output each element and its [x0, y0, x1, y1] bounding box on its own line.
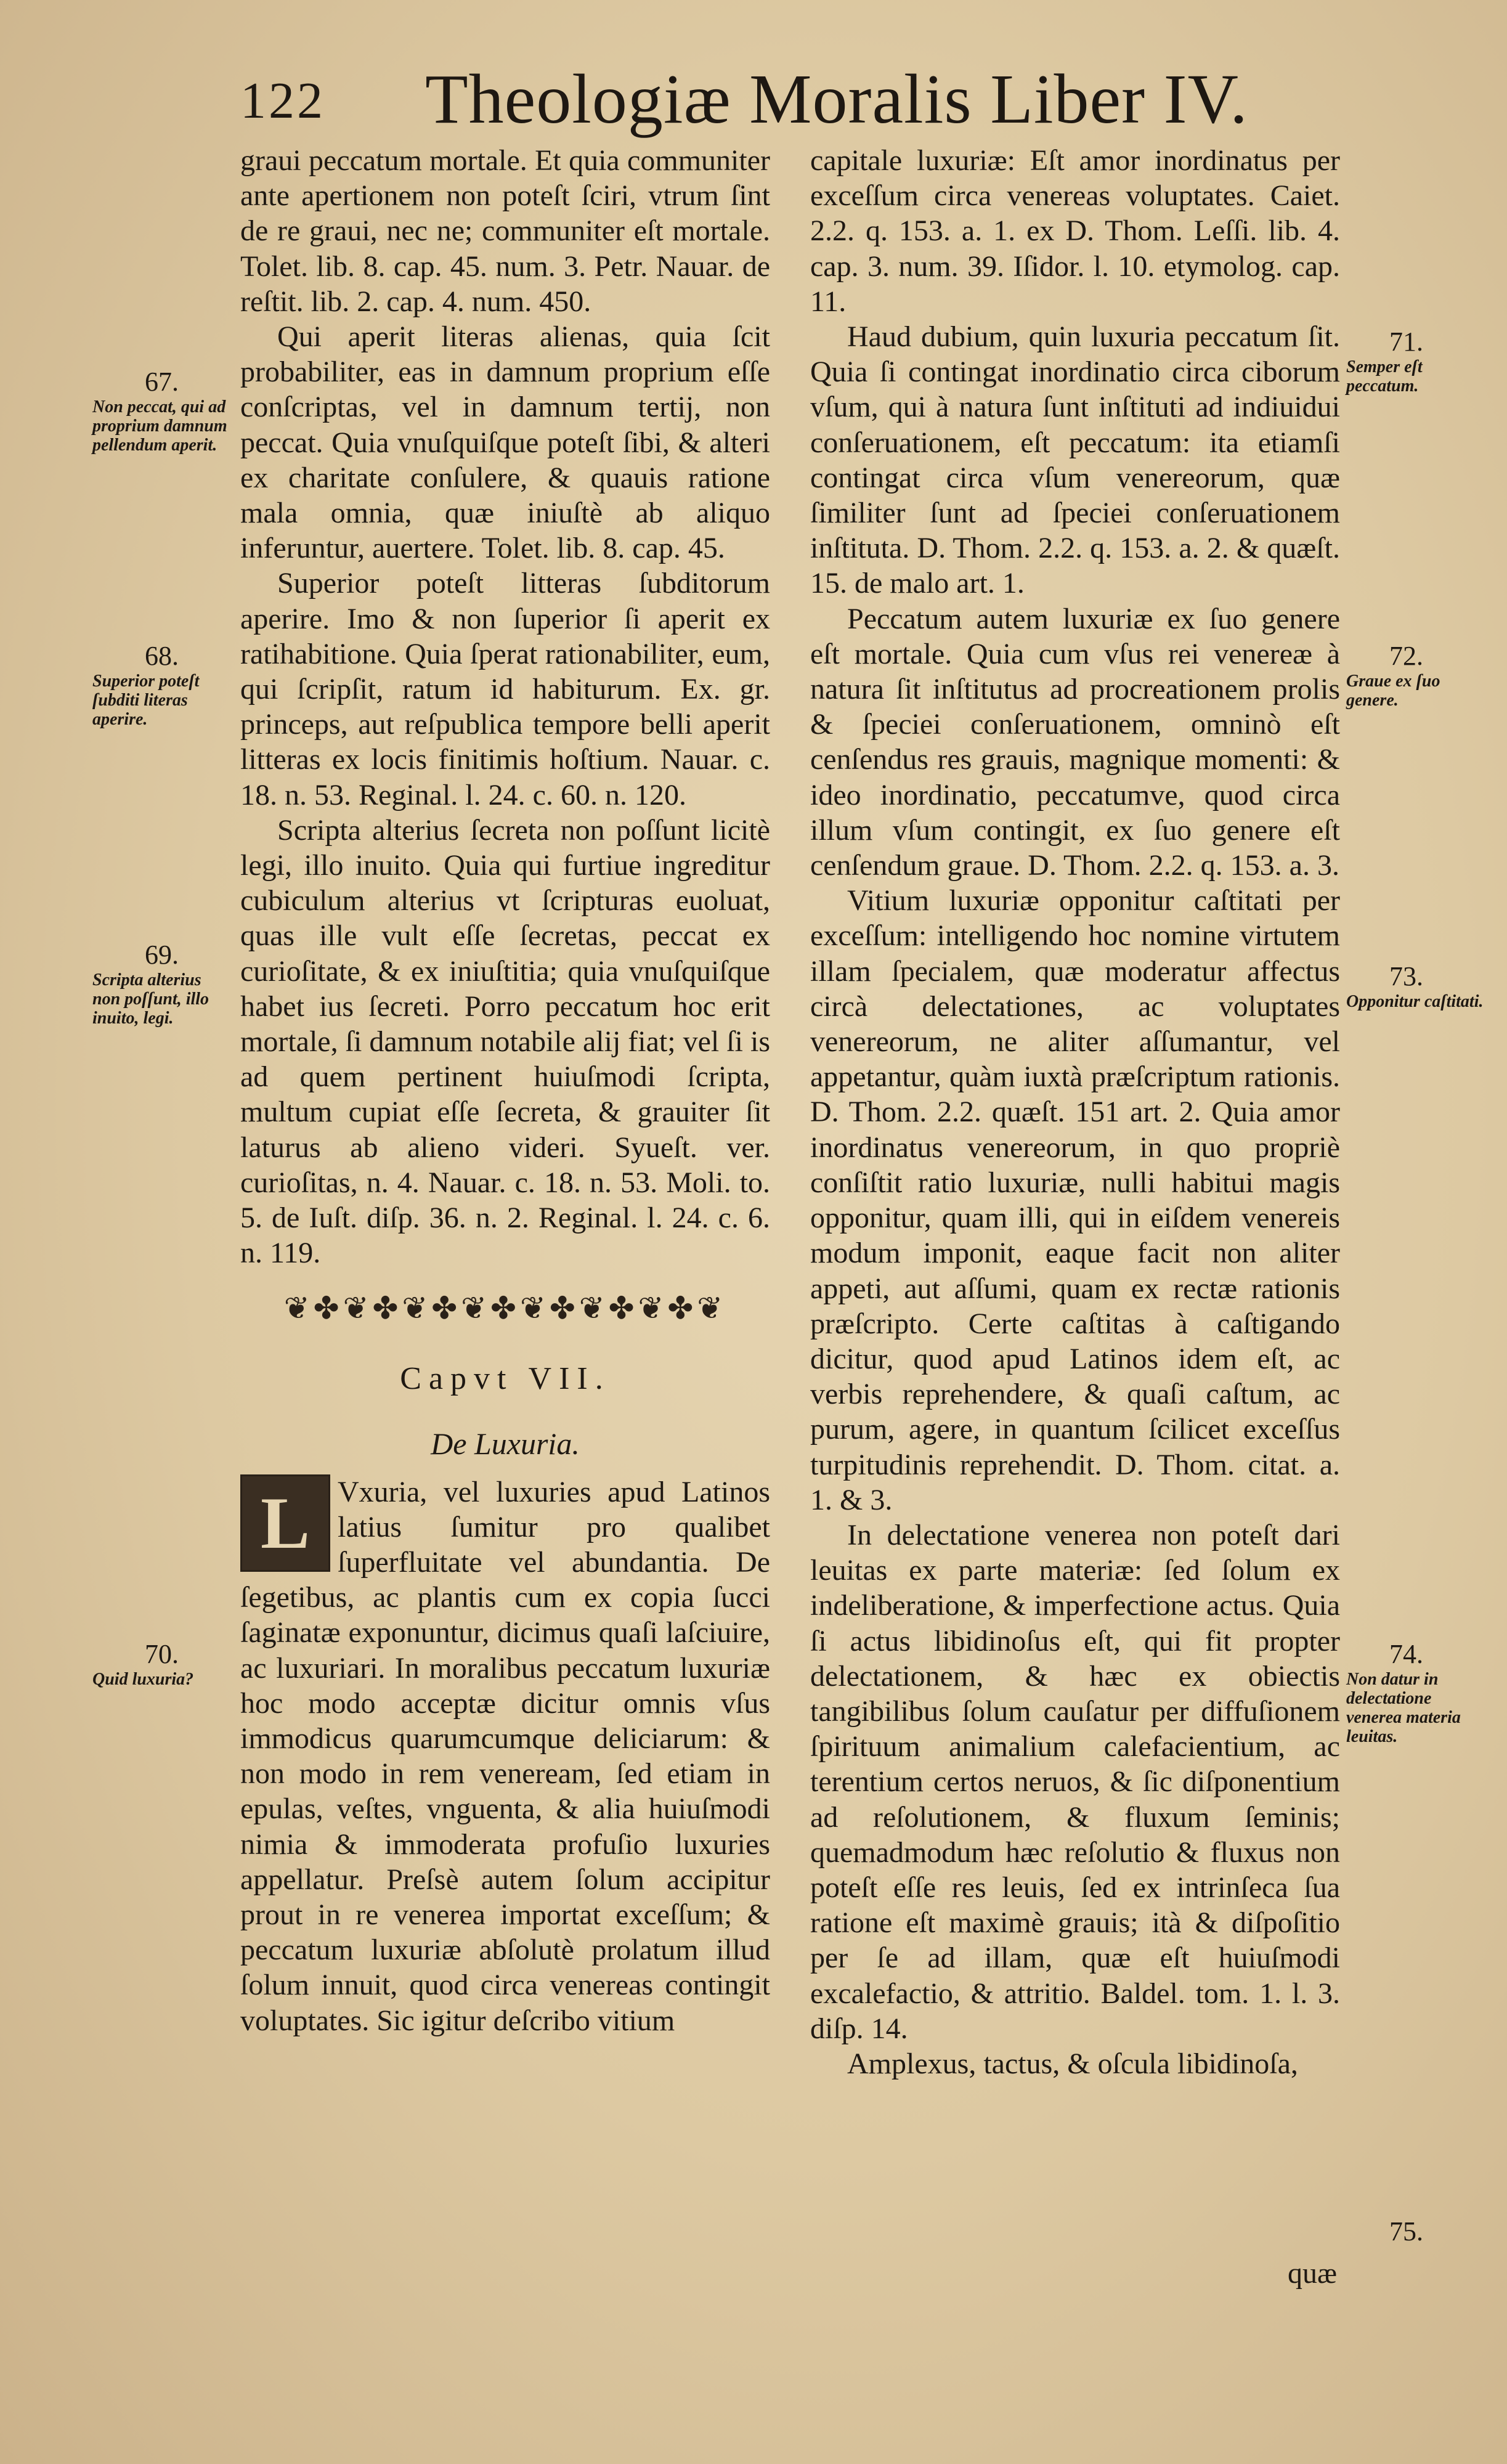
- note-text: Graue ex ſuo genere.: [1346, 672, 1440, 710]
- note-text: Quid luxuria?: [92, 1670, 194, 1689]
- paragraph: Vitium luxuriæ opponitur caſtitati per exceſſum: intelligendo hoc nomine virtutem illam ſpecialem, quæ moderatur affectus circà delectationes, ac voluptates venereorum, ne aliter aſſumantur, vel appetantur, quàm iuxtà præſcriptum rationis. D. Thom. 2.2. quæſt. 151 art. 2. Quia amor inordinatus venereorum, in quo propriè conſiſtit ratio luxuriæ, nulli habitui magis opponitur, quam illi, qui in eiſdem venereis modum imponit, eaque facit non aliter appeti, aut aſſumi, quam ex rectæ rationis præſcripto. Certe caſtitas à caſtigando dicitur, quod apud Latinos idem eſt, ac verbis reprehendere, & quaſi caſtum, ac purum, agere, in quantum ſcilicet exceſſus turpitudinis reprehendit. D. Thom. citat. a. 1. & 3.: [810, 884, 1340, 1516]
- paragraph: Peccatum autem luxuriæ ex ſuo genere eſt mortale. Quia cum vſus rei venereæ à natura ſit inſtitutus ad procreationem prolis & ſpeciei conſeruationem, omninò eſt cenſendus res grauis, magnique momenti: & ideo inordinatio, peccatumve, quod circa illum vſum contingit, ex ſuo genere eſt cenſendum graue. D. Thom. 2.2. q. 153. a. 3.: [810, 602, 1340, 882]
- margin-note-75: [1346, 2216, 1485, 2247]
- note-number: 71.: [1389, 327, 1423, 357]
- margin-note-69: [92, 940, 231, 1028]
- paragraph: Haud dubium, quin luxuria peccatum ſit. Quia ſi contingat inordinatio circa ciborum vſum, qui à natura ſunt inſtituti ad indiuidui conſeruationem, eſt peccatum: ita etiamſi contingat circa vſum venereorum, quæ ſimiliter ſunt ad ſpeciei conſeruationem inſtituta. D. Thom. 2.2. q. 153. a. 2. & quæſt. 15. de malo art. 1.: [810, 320, 1340, 600]
- paragraph: capitale luxuriæ: Eſt amor inordinatus per exceſſum circa venereas voluptates. Caiet. 2.2. q. 153. a. 1. ex D. Thom. Leſſi. lib. 4. cap. 3. num. 39. Iſidor. l. 10. etymolog. cap. 11.: [810, 144, 1340, 318]
- margin-note-73: [1346, 961, 1485, 1011]
- note-text: Opponitur caſtitati.: [1346, 992, 1484, 1011]
- paragraph: Amplexus, tactus, & oſcula libidinoſa,: [847, 2047, 1298, 2080]
- paragraph: In delectatione venerea non poteſt dari leuitas ex parte materiæ: ſed ſolum ex indeliberatione, & imperfectione actus. Quia ſi actus libidinoſus eſt, qui fit propter delectationem, & hæc ex obiectis tangibilibus ſolum cauſatur per diffuſionem ſpirituum animalium calefacientium, ac terentium certos neruos, & ſic diſponentium ad reſolutionem, & fluxum ſeminis; quemadmodum hæc reſolutio & fluxus non poteſt eſſe res leuis, ſed ex intrinſeca ſua ratione eſt maximè grauis; ità & diſpoſitio per ſe ad illam, quæ eſt huiuſmodi excalefactio, & attritio. Baldel. tom. 1. l. 3. diſp. 14.: [810, 1518, 1340, 2045]
- running-title: Theologiæ Moralis Liber IV.: [425, 60, 1248, 138]
- margin-note-67: [92, 367, 231, 455]
- paragraph: Superior poteſt litteras ſubditorum aperire. Imo & non ſuperior ſi aperit ex ratihabitione. Quia ſperat rationabiliter, eum, qui ſcripſit, ratum id habiturum. Ex. gr. princeps, aut reſpublica tempore belli aperit litteras ex locis finitimis hoſtium. Nauar. c. 18. n. 53. Reginal. l. 24. c. 60. n. 120.: [240, 567, 770, 811]
- paragraph: Scripta alterius ſecreta non poſſunt licitè legi, illo inuito. Quia qui furtiue ingreditur cubiculum alterius vt ſcripturas euoluat, quas ille vult eſſe ſecretas, peccat ex curioſitate, & ex iniuſtitia; quia vnuſquiſque habet ius ſecreti. Porro peccatum hoc erit mortale, ſi damnum notabile alij fiat; vel ſi is ad quem pertinent huiuſmodi ſcripta, multum cupiat eſſe ſecreta, & grauiter ſit laturus ab alieno videri. Syueſt. ver. curioſitas, n. 4. Nauar. c. 18. n. 53. Moli. to. 5. de Iuſt. diſp. 36. n. 2. Reginal. l. 24. c. 6. n. 119.: [240, 813, 770, 1270]
- left-column: [240, 143, 770, 2038]
- note-number: 70.: [145, 1639, 179, 1669]
- note-number: 73.: [1389, 961, 1423, 991]
- note-number: 74.: [1389, 1639, 1423, 1669]
- margin-note-68: [92, 641, 231, 729]
- page-header: [240, 59, 1318, 139]
- note-number: 75.: [1389, 2216, 1423, 2246]
- catchword: quæ: [1288, 2257, 1338, 2290]
- note-text: Superior poteſt ſubditi literas aperire.: [92, 672, 200, 729]
- paragraph: graui peccatum mortale. Et quia communiter ante apertionem non poteſt ſciri, vtrum ſint de re graui, nec ne; communiter eſt mortale. Tolet. lib. 8. cap. 45. num. 3. Petr. Nauar. de reſtit. lib. 2. cap. 4. num. 450.: [240, 144, 770, 318]
- drop-cap: L: [240, 1474, 330, 1572]
- note-number: 72.: [1389, 641, 1423, 671]
- note-number: 69.: [145, 940, 179, 970]
- margin-note-74: [1346, 1639, 1485, 1746]
- chapter-paragraph: [240, 1474, 770, 2038]
- chapter-subtitle: De Luxuria.: [431, 1426, 580, 1461]
- margin-note-71: [1346, 327, 1485, 396]
- note-text: Semper eſt peccatum.: [1346, 357, 1423, 396]
- page-number: 122: [240, 72, 325, 129]
- margin-note-70: [92, 1639, 231, 1689]
- right-column: [810, 143, 1340, 2081]
- note-text: Non peccat, qui ad proprium damnum pellendum aperit.: [92, 397, 227, 455]
- chapter-heading: Capvt VII.: [400, 1360, 611, 1396]
- note-text: Non datur in delectatione venerea materia leuitas.: [1346, 1670, 1461, 1746]
- note-text: Scripta alterius non poſſunt, illo inuito, legi.: [92, 970, 209, 1028]
- margin-note-72: [1346, 641, 1485, 710]
- note-number: 68.: [145, 641, 179, 671]
- ornamental-divider: ❦✤❦✤❦✤❦✤❦✤❦✤❦✤❦: [283, 1290, 727, 1325]
- paragraph: Qui aperit literas alienas, quia ſcit probabiliter, eas in damnum proprium eſſe conſcriptas, vel in damnum tertij, non peccat. Quia vnuſquiſque poteſt ſibi, & alteri ex charitate conſulere, & quauis ratione mala omnia, quæ iniuſtè ab aliquo inferuntur, auertere. Tolet. lib. 8. cap. 45.: [240, 320, 770, 565]
- note-number: 67.: [145, 367, 179, 397]
- chapter-paragraph-text: Vxuria, vel luxuries apud Latinos latius ſumitur pro qualibet ſuperfluitate vel abundantia. De ſegetibus, ac plantis cum ex copia ſucci ſaginatæ exponuntur, dicimus quaſi laſciuire, ac luxuriari. In moralibus peccatum luxuriæ hoc modo acceptæ dicitur omnis vſus immodicus quarumcumque deliciarum: & non modo in rem veneream, ſed etiam in epulas, veſtes, vnguenta, & alia huiuſmodi nimia & immoderata profuſio luxuries appellatur. Preſsè autem ſolum accipitur prout in re venerea importat exceſſum; & peccatum luxuriæ abſolutè prolatum illud ſolum innuit, quod circa venereas contingit voluptates. Sic igitur deſcribo vitium: [240, 1475, 770, 2037]
